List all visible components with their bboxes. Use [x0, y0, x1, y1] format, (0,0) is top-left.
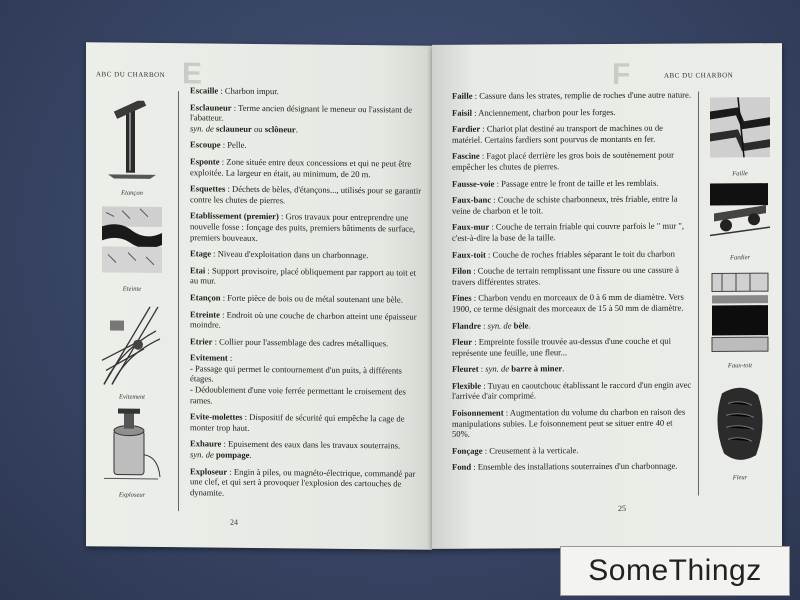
right-column-rule: [698, 92, 699, 496]
entry-esclauneur: Esclauneur : Terme ancien désignant le meneur ou l'assistant de l'abatteur. syn. de sclauneur ou sclôneur.: [190, 101, 413, 135]
prop-post-icon: [100, 100, 164, 183]
entry-flexible: Flexible : Tuyau en caoutchouc établissant le raccord d'un engin avec l'arrivée d'air comprimé.: [452, 379, 692, 402]
entry-etreinte: Etreinte : Endroit où une couche de charbon atteint une épaisseur moindre.: [190, 308, 417, 330]
entry-escoupe: Escoupe : Pelle.: [190, 139, 247, 151]
entry-etancon: Etançon : Forte pièce de bois ou de métal soutenant une bèle.: [190, 292, 403, 305]
entry-fleur: Fleur : Empreinte fossile trouvée au-dessus d'une couche et qui représente une feuille, une fleur...: [452, 335, 671, 358]
entry-foncage: Fonçage : Creusement à la verticale.: [452, 444, 579, 456]
entry-foisonnement: Foisonnement : Augmentation du volume du charbon en raison des manipulations subies. Le foisonnement peut se situer entre 40 et 50%.: [452, 406, 686, 440]
left-column-rule: [178, 91, 179, 511]
entry-fleuret: Fleuret : syn. de barre à miner.: [452, 363, 565, 375]
entry-escaille: Escaille : Charbon impur.: [190, 85, 279, 97]
caption-faille: Faille: [732, 170, 748, 178]
caption-faux-toit: Faux-toit: [727, 362, 753, 370]
caption-evitement: Evitement: [119, 393, 145, 401]
rail-siding-icon: [100, 300, 164, 387]
false-roof-icon: [708, 271, 772, 355]
entry-etai: Etai : Support provisoire, placé obliquement par rapport au toit et au mur.: [190, 264, 417, 286]
caption-exploseur: Exploseur: [118, 491, 146, 499]
entry-fausse-voie: Fausse-voie : Passage entre le front de taille et les remblais.: [452, 177, 659, 189]
left-page-header: ABC DU CHARBON: [96, 70, 166, 80]
left-page: [86, 42, 432, 550]
cart-icon: [708, 177, 772, 247]
left-page-number: 24: [230, 517, 238, 527]
caption-fardier: Fardier: [730, 254, 750, 262]
left-section-letter: E: [182, 57, 203, 91]
entry-etage: Etage : Niveau d'exploitation dans un charbonnage.: [190, 248, 369, 261]
entry-flandre: Flandre : syn. de bèle.: [452, 319, 531, 331]
entry-etrier: Etrier : Collier pour l'assemblage des cadres métalliques.: [190, 335, 389, 349]
illustration-faux-toit: [708, 271, 772, 369]
illustration-faille: [708, 93, 772, 177]
caption-fleur: Fleur: [732, 474, 748, 482]
illustration-etancon: [100, 100, 164, 197]
illustration-eteinte: [100, 202, 164, 293]
fossil-icon: [708, 383, 772, 467]
entry-esponte: Esponte : Zone située entre deux concessions et qui ne peut être exploitée. La largeur en était, au minimum, de 20 m.: [190, 156, 412, 179]
entry-fardier: Fardier : Chariot plat destiné au transport de machines ou de matériel. Certains fardiers sont pourvus de montants en fer.: [452, 122, 663, 145]
open-booklet: [86, 44, 782, 548]
illustration-evitement: [100, 300, 164, 401]
entry-faux-toit: Faux-toit : Couche de roches friables séparant le toit du charbon: [452, 248, 675, 260]
entry-faille: Faille : Cassure dans les strates, remplie de roches d'une autre nature.: [452, 89, 691, 101]
entry-esquettes: Esquettes : Déchets de bèles, d'étançons..., utilisés pour se garantir contre les chutes de pierres.: [190, 183, 422, 206]
entry-etablissement: Etablissement (premier) : Gros travaux pour entreprendre une nouvelle fosse : fonçage des puits, premiers bâtiments de surface, premiers bouveaux.: [190, 210, 416, 243]
entry-evite-molettes: Evite-molettes : Dispositif de sécurité qui empêche la cage de monter trop haut.: [190, 411, 405, 433]
entry-fascine: Fascine : Fagot placé derrière les gros bois de soutènement pour empêcher les chutes de pierres.: [452, 150, 674, 172]
entry-faux-banc: Faux-banc : Couche de schiste charbonneux, très friable, entre la veine de charbon et le toit.: [452, 193, 678, 216]
entry-faisil: Faisil : Anciennement, charbon pour les forges.: [452, 106, 616, 118]
left-entry-list: [190, 85, 422, 506]
illustration-fardier: [708, 177, 772, 261]
caption-eteinte: Eteinte: [122, 285, 142, 293]
entry-filon: Filon : Couche de terrain remplissant une fissure ou une cassure à travers différentes strates.: [452, 264, 679, 287]
right-page-number: 25: [618, 503, 626, 513]
illustration-exploseur: [100, 404, 164, 499]
entry-faux-mur: Faux-mur : Couche de terrain friable qui couvre parfois le " mur ", c'est-à-dire la base de la taille.: [452, 220, 685, 243]
right-page-header: ABC DU CHARBON: [664, 71, 734, 80]
entry-fines: Fines : Charbon vendu en morceaux de 0 à 6 mm de diamètre. Vers 1900, ce terme désignait des morceaux de 15 à 50 mm de diamètre.: [452, 291, 684, 314]
entry-exhaure: Exhaure : Epuisement des eaux dans les travaux souterrains. syn. de pompage.: [190, 438, 401, 460]
detonator-icon: [100, 404, 164, 485]
fault-icon: [708, 93, 772, 163]
coal-seam-icon: [100, 202, 164, 279]
caption-etancon: Etançon: [121, 189, 143, 197]
entry-fond: Fond : Ensemble des installations souterraines d'un charbonnage.: [452, 461, 678, 473]
right-section-letter: F: [612, 57, 631, 91]
watermark-logo: SomeThingz: [560, 546, 790, 596]
entry-evitement: Evitement : - Passage qui permet le contournement d'un puits, à différents étages. - Dédoublement d'une voie ferrée permettant le croisement des rames.: [190, 352, 406, 406]
right-entry-list: [452, 90, 692, 479]
right-page: [432, 43, 782, 549]
illustration-fleur: [708, 383, 772, 481]
entry-exploseur: Exploseur : Engin à piles, ou magnéto-électrique, commandé par une clef, et qui sert à provoquer l'explosion des cartouches de dynamite.: [190, 465, 416, 498]
